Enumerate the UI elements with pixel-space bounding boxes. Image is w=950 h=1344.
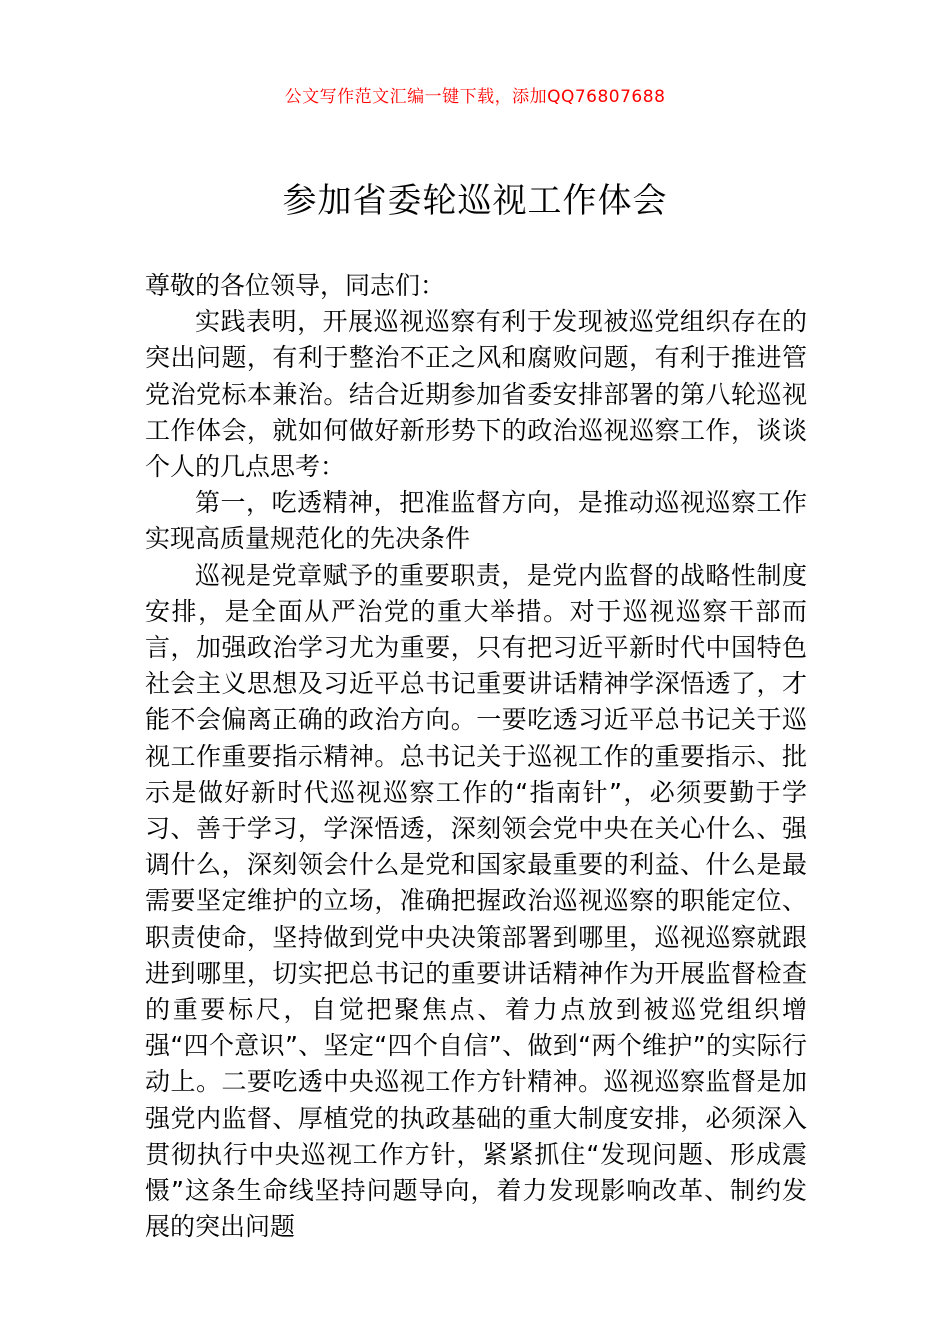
document-title: 参加省委轮巡视工作体会 (282, 181, 668, 221)
paragraph-intro: 实践表明，开展巡视巡察有利于发现被巡党组织存在的突出问题，有利于整治不正之风和腐败问题，有利于推进管党治党标本兼治。结合近期参加省委安排部署的第八轮巡视工作体会，就如何做好新形势下的政治巡视巡察工作，谈谈个人的几点思考： (145, 307, 807, 482)
paragraph-body: 巡视是党章赋予的重要职责，是党内监督的战略性制度安排，是全面从严治党的重大举措。对于巡视巡察干部而言，加强政治学习尤为重要，只有把习近平新时代中国特色社会主义思想及习近平总书记重要讲话精神学深悟透了，才能不会偏离正确的政治方向。一要吃透习近平总书记关于巡视工作重要指示精神。总书记关于巡视工作的重要指示、批示是做好新时代巡视巡察工作的“指南针”，必须要勤于学习、善于学习，学深悟透，深刻领会党中央在关心什么、强调什么，深刻领会什么是党和国家最重要的利益、什么是最需要坚定维护的立场，准确把握政治巡视巡察的职能定位、职责使命，坚持做到党中央决策部署到哪里，巡视巡察就跟进到哪里，切实把总书记的重要讲话精神作为开展监督检查的重要标尺，自觉把聚焦点、着力点放到被巡党组织增强“四个意识”、坚定“四个自信”、做到“两个维护”的实际行动上。二要吃透中央巡视工作方针精神。巡视巡察监督是加强党内监督、厚植党的执政基础的重大制度安排，必须深入贯彻执行中央巡视工作方针，紧紧抓住“发现问题、形成震慑”这条生命线坚持问题导向，着力发现影响改革、制约发展的突出问题 (145, 560, 807, 1242)
watermark-banner: 公文写作范文汇编一键下载，添加QQ76807688 (284, 87, 666, 107)
salutation: 尊敬的各位领导，同志们： (145, 271, 446, 300)
section-heading-first: 第一，吃透精神，把准监督方向，是推动巡视巡察工作实现高质量规范化的先决条件 (145, 488, 807, 554)
document-body (145, 268, 807, 1245)
